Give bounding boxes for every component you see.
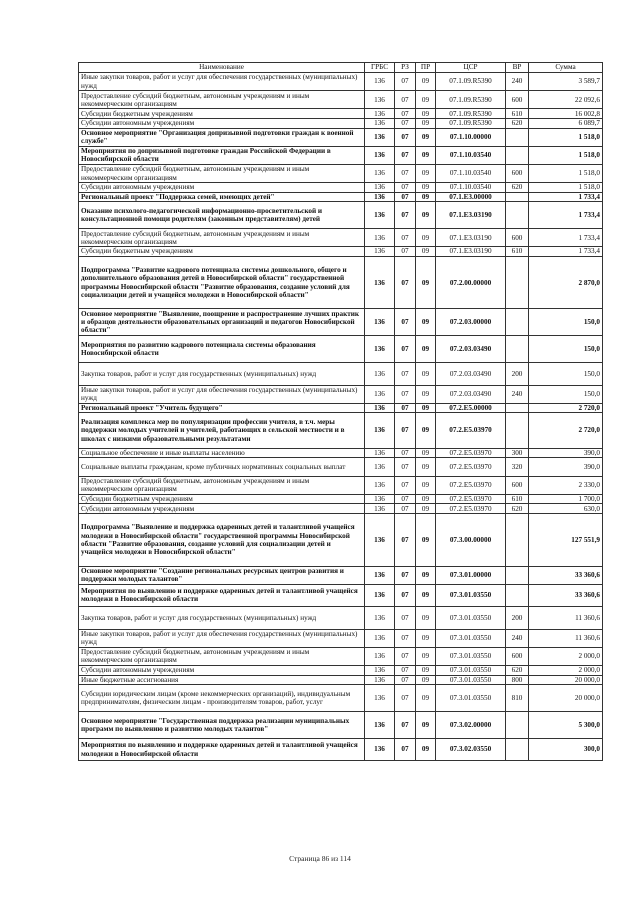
cell-csr: 07.1.10.03540 <box>436 164 506 182</box>
cell-name: Предоставление субсидий бюджетным, автономным учреждениям и иным некоммерческим организациям <box>79 91 365 109</box>
cell-sum: 1 733,4 <box>529 202 603 229</box>
cell-csr: 07.1.E3.03190 <box>436 247 506 257</box>
cell-name: Основное мероприятие "Государственная поддержка реализации муниципальных программ по выявлению и развитию молодых талантов" <box>79 712 365 739</box>
cell-vr <box>506 584 529 607</box>
cell-pr: 09 <box>416 448 436 458</box>
cell-pr: 09 <box>416 247 436 257</box>
cell-sum: 2 870,0 <box>529 256 603 309</box>
header-sum: Сумма <box>529 63 603 73</box>
cell-name: Субсидии юридическим лицам (кроме некоммерческих организаций), индивидуальным предпринимателям, физическим лицам - производителям товаров, работ, услуг <box>79 685 365 712</box>
cell-name: Мероприятия по развитию кадрового потенциала системы образования Новосибирской области <box>79 336 365 363</box>
cell-sum: 1 518,0 <box>529 128 603 146</box>
cell-csr: 07.2.03.00000 <box>436 309 506 336</box>
cell-pr: 09 <box>416 109 436 119</box>
table-row <box>79 494 603 504</box>
cell-rz: 07 <box>395 309 416 336</box>
cell-vr: 300 <box>506 448 529 458</box>
cell-pr: 09 <box>416 629 436 647</box>
cell-csr: 07.2.03.03490 <box>436 385 506 403</box>
cell-sum: 2 000,0 <box>529 647 603 665</box>
table-row <box>79 607 603 630</box>
cell-csr: 07.3.01.03550 <box>436 647 506 665</box>
cell-name: Субсидии бюджетным учреждениям <box>79 247 365 257</box>
cell-name: Предоставление субсидий бюджетным, автономным учреждениям и иным некоммерческим организациям <box>79 164 365 182</box>
cell-name: Предоставление субсидий бюджетным, автономным учреждениям и иным некоммерческим организациям <box>79 476 365 494</box>
cell-rz: 07 <box>395 118 416 128</box>
cell-rz: 07 <box>395 91 416 109</box>
cell-sum: 150,0 <box>529 336 603 363</box>
cell-rz: 07 <box>395 584 416 607</box>
cell-name: Основное мероприятие "Организация допризывной подготовки граждан к военной службе" <box>79 128 365 146</box>
cell-pr: 09 <box>416 666 436 676</box>
cell-grbs: 136 <box>365 164 395 182</box>
cell-pr: 09 <box>416 504 436 514</box>
cell-grbs: 136 <box>365 647 395 665</box>
cell-sum: 630,0 <box>529 504 603 514</box>
header-csr: ЦСР <box>436 63 506 73</box>
cell-name: Субсидии автономным учреждениям <box>79 504 365 514</box>
cell-pr: 09 <box>416 675 436 685</box>
cell-name: Закупка товаров, работ и услуг для государственных (муниципальных) нужд <box>79 363 365 386</box>
cell-vr: 600 <box>506 229 529 247</box>
cell-csr: 07.2.03.03490 <box>436 336 506 363</box>
cell-name: Предоставление субсидий бюджетным, автономным учреждениям и иным некоммерческим организациям <box>79 229 365 247</box>
cell-vr <box>506 128 529 146</box>
cell-grbs: 136 <box>365 675 395 685</box>
cell-csr: 07.2.03.03490 <box>436 363 506 386</box>
cell-vr: 810 <box>506 685 529 712</box>
cell-rz: 07 <box>395 566 416 584</box>
cell-rz: 07 <box>395 647 416 665</box>
cell-rz: 07 <box>395 146 416 164</box>
cell-vr <box>506 566 529 584</box>
cell-name: Субсидии автономным учреждениям <box>79 183 365 193</box>
table-row <box>79 109 603 119</box>
cell-pr: 09 <box>416 91 436 109</box>
cell-csr: 07.2.00.00000 <box>436 256 506 309</box>
cell-rz: 07 <box>395 385 416 403</box>
cell-name: Субсидии автономным учреждениям <box>79 666 365 676</box>
cell-name: Иные закупки товаров, работ и услуг для обеспечения государственных (муниципальных) нужд <box>79 629 365 647</box>
table-row <box>79 666 603 676</box>
cell-grbs: 136 <box>365 192 395 202</box>
cell-sum: 33 360,6 <box>529 584 603 607</box>
cell-name: Мероприятия по выявлению и поддержке одаренных детей и талантливой учащейся молодежи в Новосибирской области <box>79 738 365 761</box>
cell-name: Мероприятия по выявлению и поддержке одаренных детей и талантливой учащейся молодежи в Новосибирской области <box>79 584 365 607</box>
cell-vr <box>506 712 529 739</box>
cell-vr <box>506 513 529 566</box>
cell-rz: 07 <box>395 712 416 739</box>
cell-pr: 09 <box>416 73 436 91</box>
cell-pr: 09 <box>416 229 436 247</box>
cell-pr: 09 <box>416 712 436 739</box>
cell-rz: 07 <box>395 164 416 182</box>
cell-grbs: 136 <box>365 247 395 257</box>
cell-vr: 600 <box>506 647 529 665</box>
cell-csr: 07.1.E3.03190 <box>436 229 506 247</box>
cell-vr: 200 <box>506 607 529 630</box>
cell-csr: 07.3.01.03550 <box>436 675 506 685</box>
cell-grbs: 136 <box>365 504 395 514</box>
cell-csr: 07.2.E5.00000 <box>436 403 506 413</box>
table-row <box>79 229 603 247</box>
cell-grbs: 136 <box>365 476 395 494</box>
cell-name: Оказание психолого-педагогической информационно-просветительской и консультационной помощи родителям (законным представителям) детей <box>79 202 365 229</box>
table-row <box>79 629 603 647</box>
cell-sum: 20 000,0 <box>529 685 603 712</box>
cell-vr: 600 <box>506 476 529 494</box>
cell-csr: 07.3.02.03550 <box>436 738 506 761</box>
cell-csr: 07.2.E5.03970 <box>436 476 506 494</box>
cell-grbs: 136 <box>365 256 395 309</box>
cell-grbs: 136 <box>365 229 395 247</box>
cell-sum: 150,0 <box>529 385 603 403</box>
cell-sum: 2 000,0 <box>529 666 603 676</box>
cell-vr: 600 <box>506 91 529 109</box>
cell-sum: 127 551,9 <box>529 513 603 566</box>
cell-pr: 09 <box>416 607 436 630</box>
cell-csr: 07.1.10.00000 <box>436 128 506 146</box>
cell-rz: 07 <box>395 448 416 458</box>
cell-grbs: 136 <box>365 448 395 458</box>
cell-grbs: 136 <box>365 494 395 504</box>
cell-grbs: 136 <box>365 183 395 193</box>
cell-csr: 07.1.E3.03190 <box>436 202 506 229</box>
cell-pr: 09 <box>416 685 436 712</box>
table-row <box>79 504 603 514</box>
cell-sum: 1 733,4 <box>529 247 603 257</box>
cell-grbs: 136 <box>365 146 395 164</box>
cell-rz: 07 <box>395 73 416 91</box>
cell-vr <box>506 403 529 413</box>
cell-pr: 09 <box>416 183 436 193</box>
table-row <box>79 458 603 476</box>
cell-csr: 07.1.09.R5390 <box>436 91 506 109</box>
cell-grbs: 136 <box>365 363 395 386</box>
cell-sum: 1 518,0 <box>529 164 603 182</box>
cell-csr: 07.3.01.00000 <box>436 566 506 584</box>
cell-name: Иные закупки товаров, работ и услуг для обеспечения государственных (муниципальных) нужд <box>79 385 365 403</box>
cell-vr: 620 <box>506 183 529 193</box>
header-pr: ПР <box>416 63 436 73</box>
cell-name: Социальное обеспечение и иные выплаты населению <box>79 448 365 458</box>
cell-name: Субсидии бюджетным учреждениям <box>79 109 365 119</box>
cell-rz: 07 <box>395 247 416 257</box>
cell-csr: 07.2.E5.03970 <box>436 448 506 458</box>
header-rz: РЗ <box>395 63 416 73</box>
budget-table <box>78 62 603 761</box>
cell-csr: 07.3.01.03550 <box>436 607 506 630</box>
cell-grbs: 136 <box>365 685 395 712</box>
cell-csr: 07.3.01.03550 <box>436 629 506 647</box>
cell-vr <box>506 413 529 448</box>
cell-pr: 09 <box>416 413 436 448</box>
cell-sum: 11 360,6 <box>529 629 603 647</box>
table-row <box>79 247 603 257</box>
cell-sum: 1 518,0 <box>529 183 603 193</box>
table-row <box>79 309 603 336</box>
cell-csr: 07.3.01.03550 <box>436 685 506 712</box>
table-row <box>79 712 603 739</box>
cell-grbs: 136 <box>365 91 395 109</box>
cell-sum: 11 360,6 <box>529 607 603 630</box>
table-row <box>79 738 603 761</box>
cell-name: Мероприятия по допризывной подготовке граждан Российской Федерации в Новосибирской области <box>79 146 365 164</box>
cell-sum: 33 360,6 <box>529 566 603 584</box>
cell-sum: 1 733,4 <box>529 229 603 247</box>
cell-vr: 620 <box>506 666 529 676</box>
cell-rz: 07 <box>395 336 416 363</box>
cell-grbs: 136 <box>365 128 395 146</box>
cell-vr: 240 <box>506 385 529 403</box>
cell-sum: 390,0 <box>529 448 603 458</box>
table-row <box>79 118 603 128</box>
cell-vr: 620 <box>506 118 529 128</box>
cell-sum: 16 002,8 <box>529 109 603 119</box>
header-grbs: ГРБС <box>365 63 395 73</box>
cell-rz: 07 <box>395 192 416 202</box>
cell-rz: 07 <box>395 256 416 309</box>
cell-vr: 610 <box>506 109 529 119</box>
cell-name: Основное мероприятие "Выявление, поощрение и распространение лучших практик и образцов деятельности образовательных организаций и педагогов Новосибирской области" <box>79 309 365 336</box>
cell-grbs: 136 <box>365 666 395 676</box>
cell-grbs: 136 <box>365 584 395 607</box>
cell-vr: 610 <box>506 247 529 257</box>
cell-vr: 610 <box>506 494 529 504</box>
cell-sum: 3 589,7 <box>529 73 603 91</box>
table-row <box>79 164 603 182</box>
table-row <box>79 448 603 458</box>
cell-vr <box>506 336 529 363</box>
cell-rz: 07 <box>395 629 416 647</box>
cell-rz: 07 <box>395 403 416 413</box>
cell-sum: 5 300,0 <box>529 712 603 739</box>
cell-csr: 07.2.E5.03970 <box>436 494 506 504</box>
cell-vr <box>506 309 529 336</box>
cell-grbs: 136 <box>365 385 395 403</box>
cell-sum: 300,0 <box>529 738 603 761</box>
cell-pr: 09 <box>416 256 436 309</box>
header-vr: ВР <box>506 63 529 73</box>
cell-name: Региональный проект "Учитель будущего" <box>79 403 365 413</box>
cell-name: Подпрограмма "Развитие кадрового потенциала системы дошкольного, общего и дополнительного образования детей в Новосибирской области" государственной программы Новосибирской области "Развитие образования, создание условий для социализации детей и учащейся молодежи в Новосибирской области" <box>79 256 365 309</box>
cell-sum: 2 330,0 <box>529 476 603 494</box>
cell-rz: 07 <box>395 666 416 676</box>
cell-csr: 07.2.E5.03970 <box>436 504 506 514</box>
cell-rz: 07 <box>395 504 416 514</box>
cell-sum: 390,0 <box>529 458 603 476</box>
table-row <box>79 183 603 193</box>
page-number: Страница 86 из 114 <box>289 854 351 863</box>
cell-name: Иные закупки товаров, работ и услуг для обеспечения государственных (муниципальных) нужд <box>79 73 365 91</box>
table-body <box>79 73 603 761</box>
cell-vr: 620 <box>506 504 529 514</box>
cell-pr: 09 <box>416 738 436 761</box>
table-row <box>79 128 603 146</box>
cell-name: Субсидии бюджетным учреждениям <box>79 494 365 504</box>
cell-pr: 09 <box>416 309 436 336</box>
cell-sum: 1 733,4 <box>529 192 603 202</box>
cell-rz: 07 <box>395 685 416 712</box>
cell-pr: 09 <box>416 476 436 494</box>
table-row <box>79 385 603 403</box>
table-row <box>79 647 603 665</box>
cell-csr: 07.1.09.R5390 <box>436 118 506 128</box>
cell-pr: 09 <box>416 118 436 128</box>
cell-name: Реализация комплекса мер по популяризации профессии учителя, в т.ч. меры поддержки молодых учителей и учителей, работающих в сельской местности и в школах с низкими образовательными результатами <box>79 413 365 448</box>
cell-grbs: 136 <box>365 202 395 229</box>
cell-csr: 07.3.01.03550 <box>436 666 506 676</box>
cell-rz: 07 <box>395 675 416 685</box>
cell-sum: 1 518,0 <box>529 146 603 164</box>
cell-pr: 09 <box>416 202 436 229</box>
cell-vr: 600 <box>506 164 529 182</box>
cell-sum: 2 720,0 <box>529 413 603 448</box>
cell-vr: 200 <box>506 363 529 386</box>
cell-csr: 07.2.E5.03970 <box>436 413 506 448</box>
table-header-row <box>79 63 603 73</box>
cell-csr: 07.3.00.00000 <box>436 513 506 566</box>
table-row <box>79 336 603 363</box>
cell-name: Субсидии автономным учреждениям <box>79 118 365 128</box>
cell-name: Закупка товаров, работ и услуг для государственных (муниципальных) нужд <box>79 607 365 630</box>
budget-table-page <box>78 62 602 761</box>
table-row <box>79 91 603 109</box>
cell-name: Социальные выплаты гражданам, кроме публичных нормативных социальных выплат <box>79 458 365 476</box>
cell-vr <box>506 202 529 229</box>
cell-grbs: 136 <box>365 566 395 584</box>
cell-sum: 22 092,6 <box>529 91 603 109</box>
cell-vr <box>506 738 529 761</box>
cell-grbs: 136 <box>365 118 395 128</box>
cell-sum: 1 700,0 <box>529 494 603 504</box>
cell-csr: 07.3.02.00000 <box>436 712 506 739</box>
cell-pr: 09 <box>416 363 436 386</box>
cell-pr: 09 <box>416 336 436 363</box>
cell-name: Региональный проект "Поддержка семей, имеющих детей" <box>79 192 365 202</box>
table-row <box>79 413 603 448</box>
cell-name: Иные бюджетные ассигнования <box>79 675 365 685</box>
cell-vr <box>506 256 529 309</box>
cell-vr: 320 <box>506 458 529 476</box>
cell-rz: 07 <box>395 229 416 247</box>
cell-grbs: 136 <box>365 309 395 336</box>
cell-vr: 240 <box>506 629 529 647</box>
cell-rz: 07 <box>395 513 416 566</box>
cell-rz: 07 <box>395 183 416 193</box>
cell-grbs: 136 <box>365 607 395 630</box>
cell-grbs: 136 <box>365 513 395 566</box>
cell-pr: 09 <box>416 584 436 607</box>
cell-name: Подпрограмма "Выявление и поддержка одаренных детей и талантливой учащейся молодежи в Новосибирской области" государственной программы Новосибирской области "Развитие образования, создание условий для социализации детей и учащейся молодежи в Новосибирской области" <box>79 513 365 566</box>
table-row <box>79 566 603 584</box>
cell-vr <box>506 146 529 164</box>
cell-csr: 07.1.10.03540 <box>436 146 506 164</box>
cell-sum: 20 000,0 <box>529 675 603 685</box>
cell-sum: 150,0 <box>529 363 603 386</box>
cell-csr: 07.3.01.03550 <box>436 584 506 607</box>
cell-vr: 240 <box>506 73 529 91</box>
cell-rz: 07 <box>395 363 416 386</box>
cell-pr: 09 <box>416 146 436 164</box>
cell-rz: 07 <box>395 476 416 494</box>
table-row <box>79 513 603 566</box>
cell-csr: 07.1.10.03540 <box>436 183 506 193</box>
cell-grbs: 136 <box>365 413 395 448</box>
cell-rz: 07 <box>395 494 416 504</box>
cell-rz: 07 <box>395 202 416 229</box>
cell-sum: 150,0 <box>529 309 603 336</box>
cell-vr: 800 <box>506 675 529 685</box>
cell-sum: 2 720,0 <box>529 403 603 413</box>
cell-name: Основное мероприятие "Создание региональных ресурсных центров развития и поддержки молодых талантов" <box>79 566 365 584</box>
cell-pr: 09 <box>416 647 436 665</box>
cell-csr: 07.1.09.R5390 <box>436 109 506 119</box>
table-row <box>79 256 603 309</box>
cell-name: Предоставление субсидий бюджетным, автономным учреждениям и иным некоммерческим организациям <box>79 647 365 665</box>
cell-grbs: 136 <box>365 738 395 761</box>
cell-grbs: 136 <box>365 403 395 413</box>
cell-pr: 09 <box>416 192 436 202</box>
cell-grbs: 136 <box>365 336 395 363</box>
cell-csr: 07.1.E3.00000 <box>436 192 506 202</box>
table-row <box>79 685 603 712</box>
cell-rz: 07 <box>395 128 416 146</box>
table-row <box>79 584 603 607</box>
cell-rz: 07 <box>395 413 416 448</box>
table-row <box>79 73 603 91</box>
table-row <box>79 363 603 386</box>
cell-pr: 09 <box>416 164 436 182</box>
cell-pr: 09 <box>416 403 436 413</box>
table-row <box>79 675 603 685</box>
cell-grbs: 136 <box>365 629 395 647</box>
table-row <box>79 403 603 413</box>
header-name: Наименование <box>79 63 365 73</box>
table-row <box>79 146 603 164</box>
table-row <box>79 476 603 494</box>
cell-sum: 6 089,7 <box>529 118 603 128</box>
cell-pr: 09 <box>416 458 436 476</box>
cell-pr: 09 <box>416 385 436 403</box>
cell-pr: 09 <box>416 566 436 584</box>
table-row <box>79 202 603 229</box>
cell-rz: 07 <box>395 458 416 476</box>
table-row <box>79 192 603 202</box>
cell-pr: 09 <box>416 494 436 504</box>
cell-pr: 09 <box>416 513 436 566</box>
cell-rz: 07 <box>395 738 416 761</box>
cell-pr: 09 <box>416 128 436 146</box>
cell-csr: 07.2.E5.03970 <box>436 458 506 476</box>
cell-grbs: 136 <box>365 458 395 476</box>
cell-rz: 07 <box>395 109 416 119</box>
cell-csr: 07.1.09.R5390 <box>436 73 506 91</box>
cell-grbs: 136 <box>365 712 395 739</box>
cell-grbs: 136 <box>365 73 395 91</box>
cell-vr <box>506 192 529 202</box>
cell-rz: 07 <box>395 607 416 630</box>
cell-grbs: 136 <box>365 109 395 119</box>
